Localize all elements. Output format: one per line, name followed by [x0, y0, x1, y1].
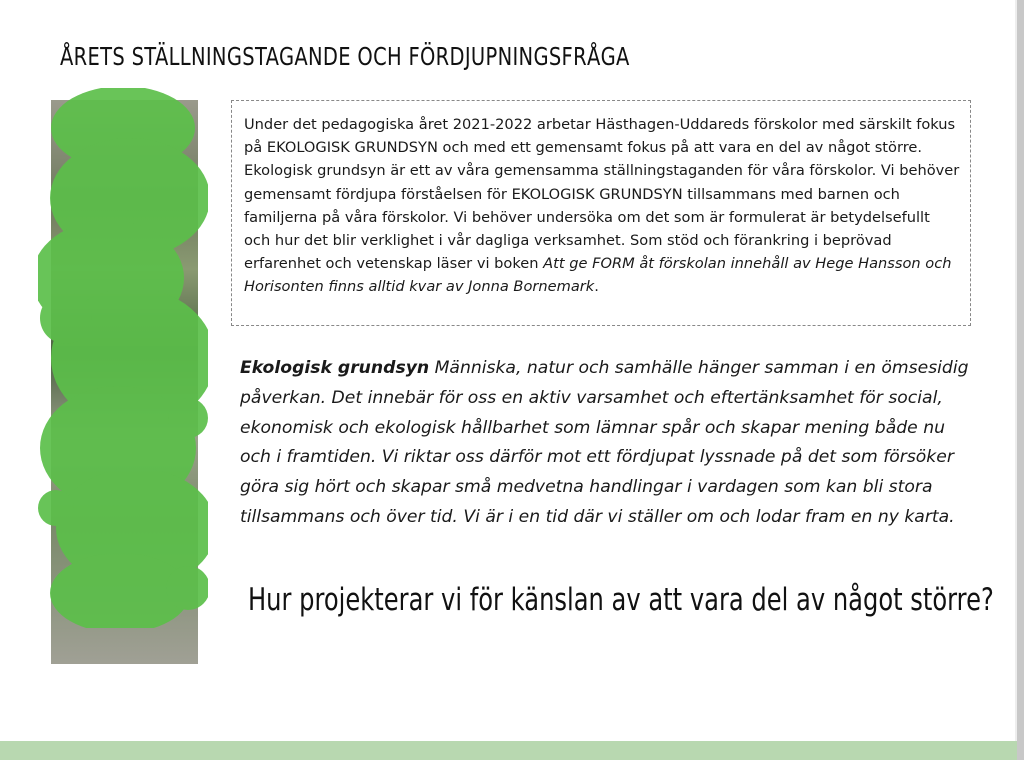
page-heading: ÅRETS STÄLLNINGSTAGANDE OCH FÖRDJUPNINGSFRÅGA [60, 42, 630, 71]
inquiry-question: Hur projekterar vi för känslan av att vara del av något större? [248, 582, 994, 618]
ecological-statement [240, 354, 970, 533]
green-overlay-shape [38, 88, 208, 628]
statement-text: Människa, natur och samhälle hänger samman i en ömsesidig påverkan. Det innebär för oss en aktiv varsamhet och eftertänksamhet för social, ekonomisk och ekologisk hållbarhet som lämnar spår och skapar mening både nu och i framtiden. Vi riktar oss därför mot ett fördjupat lyssnade på det som försöker göra sig hört och skapar små medvetna handlingar i vardagen som kan bli stora tillsammans och över tid. Vi är i en tid där vi ställer om och lodar fram en ny karta. [240, 358, 969, 527]
intro-text-box [231, 100, 971, 326]
intro-text: Under det pedagogiska året 2021-2022 arbetar Hästhagen-Uddareds förskolor med särskilt fokus på EKOLOGISK GRUNDSYN och med ett gemensamt fokus på att vara en del av något större. Ekologisk grundsyn är ett av våra gemensamma ställningstaganden för våra förskolor. Vi behöver gemensamt fördjupa förståelsen för EKOLOGISK GRUNDSYN tillsammans med barnen och familjerna på våra förskolor. Vi behöver undersöka om det som är formulerat är betydelsefullt och hur det blir verklighet i vår dagliga verksamhet. Som stöd och förankring i beprövad erfarenhet och vetenskap läser vi boken [244, 116, 960, 273]
book-titles: Att ge FORM åt förskolan innehåll av Hege Hansson och Horisonten finns alltid kvar av Jonna Bornemark [244, 255, 952, 296]
bottom-bar [0, 741, 1017, 760]
statement-term: Ekologisk grundsyn [240, 358, 430, 378]
intro-end: . [594, 278, 599, 296]
page-edge [1017, 0, 1024, 760]
